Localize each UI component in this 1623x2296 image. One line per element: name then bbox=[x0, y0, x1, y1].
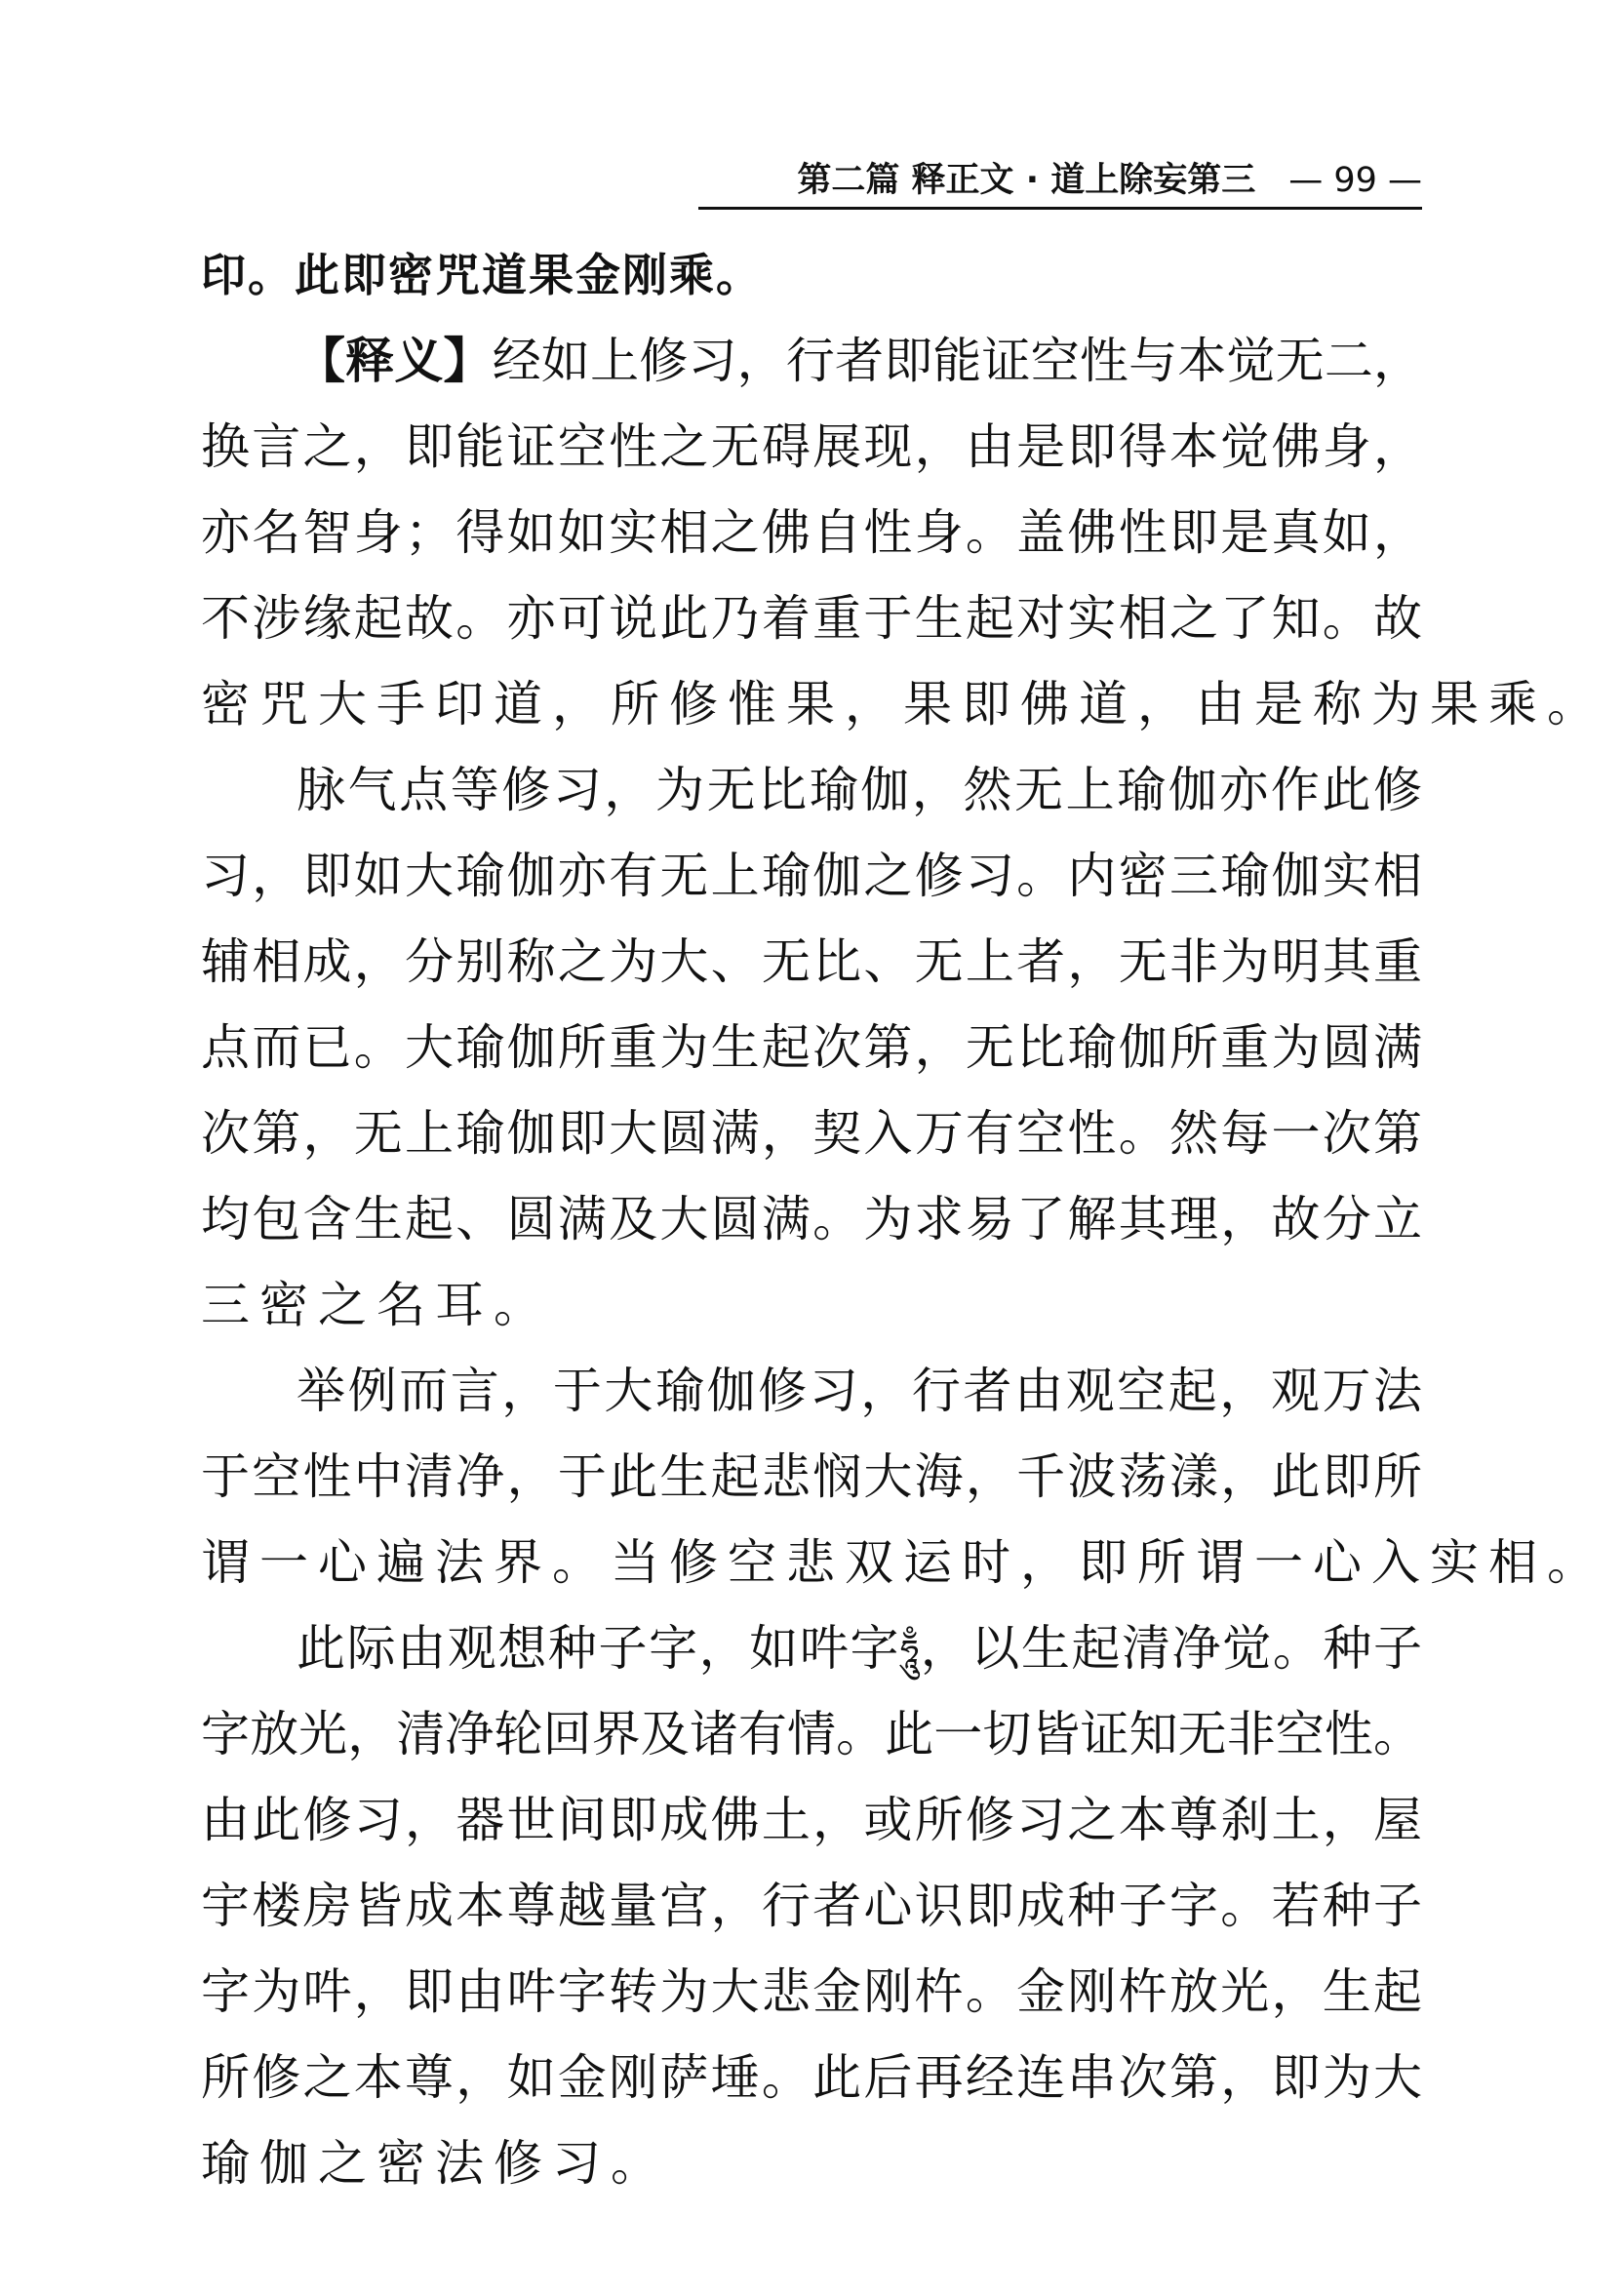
page-number: — 99 — bbox=[1288, 161, 1422, 200]
text-line: 于空性中清净，于此生起悲悯大海，千波荡漾，此即所 bbox=[201, 1448, 1422, 1505]
body-text bbox=[201, 232, 1605, 2206]
text-line: 均包含生起、圆满及大圆满。为求易了解其理，故分立 bbox=[201, 1191, 1422, 1247]
text-line: 亦名智身；得如如实相之佛自性身。盖佛性即是真如， bbox=[201, 504, 1422, 561]
text-line-content: ，以生起清净觉。种子 bbox=[919, 1620, 1422, 1677]
text-line-content: 经如上修习，行者即能证空性与本觉无二， bbox=[492, 333, 1423, 389]
text-line: 瑜伽之密法修习。 bbox=[201, 2135, 669, 2192]
text-line: 宇楼房皆成本尊越量宫，行者心识即成种子字。若种子 bbox=[201, 1878, 1422, 1934]
text-line: 不涉缘起故。亦可说此乃着重于生起对实相之了知。故 bbox=[201, 590, 1422, 647]
header-rule bbox=[698, 207, 1422, 210]
text-line: 字放光，清净轮回界及诸有情。此一切皆证知无非空性。 bbox=[201, 1706, 1422, 1762]
gloss-label: 【释义】 bbox=[297, 332, 493, 389]
text-line-content: 此际由观想种子字，如吽字 bbox=[297, 1620, 901, 1677]
text-line bbox=[201, 318, 1422, 404]
text-line: 密咒大手印道，所修惟果，果即佛道，由是称为果乘。 bbox=[201, 676, 1605, 732]
text-line: 所修之本尊，如金刚萨埵。此后再经连串次第，即为大 bbox=[201, 2049, 1422, 2106]
text-line: 换言之，即能证空性之无碍展现，由是即得本觉佛身， bbox=[201, 418, 1422, 475]
text-line: 点而已。大瑜伽所重为生起次第，无比瑜伽所重为圆满 bbox=[201, 1019, 1422, 1076]
text-line: 脉气点等修习，为无比瑜伽，然无上瑜伽亦作此修 bbox=[297, 762, 1422, 818]
text-line: 举例而言，于大瑜伽修习，行者由观空起，观万法 bbox=[297, 1363, 1422, 1419]
text-line: 印。此即密咒道果金刚乘。 bbox=[201, 249, 763, 301]
text-line: 次第，无上瑜伽即大圆满，契入万有空性。然每一次第 bbox=[201, 1105, 1422, 1162]
text-line: 由此修习，器世间即成佛土，或所修习之本尊刹土，屋 bbox=[201, 1792, 1422, 1848]
seed-syllable-hum-glyph: ཧཱུྃ bbox=[900, 1633, 920, 1672]
text-line: 谓一心遍法界。当修空悲双运时，即所谓一心入实相。 bbox=[201, 1534, 1605, 1591]
running-header bbox=[698, 158, 1422, 203]
running-title: 第二篇 释正文 · 道上除妄第三 bbox=[797, 161, 1256, 200]
text-line: 辅相成，分别称之为大、无比、无上者，无非为明其重 bbox=[201, 933, 1422, 990]
text-line bbox=[201, 1605, 1422, 1691]
text-line: 字为吽，即由吽字转为大悲金刚杵。金刚杵放光，生起 bbox=[201, 1963, 1422, 2020]
text-line: 习，即如大瑜伽亦有无上瑜伽之修习。内密三瑜伽实相 bbox=[201, 848, 1422, 904]
text-line: 三密之名耳。 bbox=[201, 1277, 552, 1333]
